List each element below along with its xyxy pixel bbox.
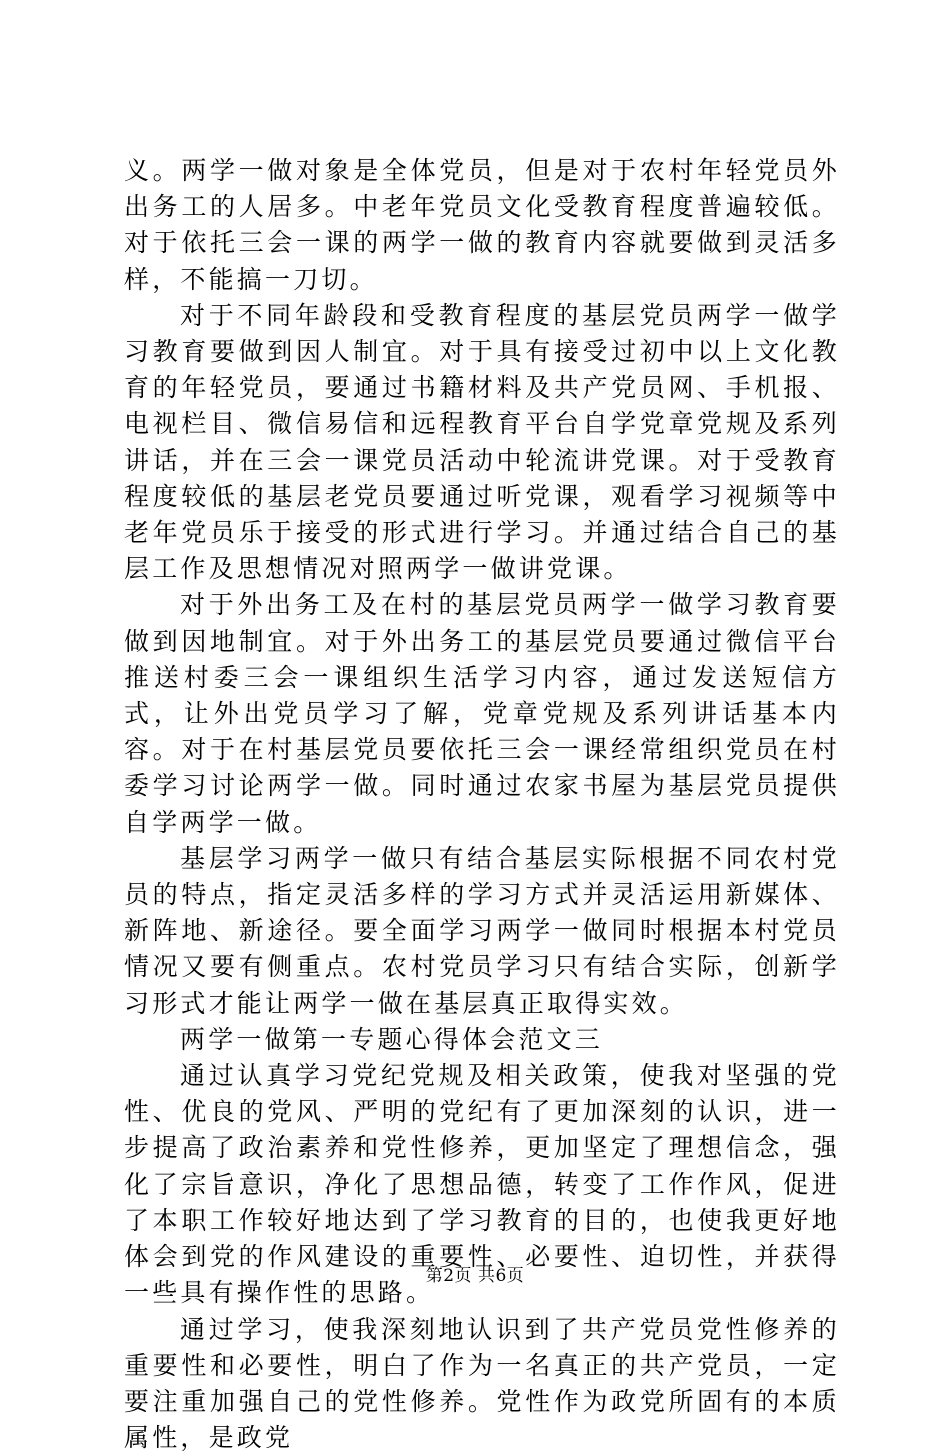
paragraph-5: 通过认真学习党纪党规及相关政策，使我对坚强的党性、优良的党风、严明的党纪有了更加深刻的认识，进一步提高了政治素养和党性修养，更加坚定了理想信念，强化了宗旨意识，净化了思想品德，转变了工作作风，促进了本职工作较好地达到了学习教育的目的，也使我更好地体会到党的作风建设的重要性、必要性、迫切性，并获得一些具有操作性的思路。 [124, 1058, 840, 1311]
paragraph-6: 通过学习，使我深刻地认识到了共产党员党性修养的重要性和必要性，明白了作为一名真正的共产党员，一定要注重加强自己的党性修养。党性作为政党所固有的本质属性，是政党 [124, 1312, 840, 1456]
paragraph-2: 对于不同年龄段和受教育程度的基层党员两学一做学习教育要做到因人制宜。对于具有接受过初中以上文化教育的年轻党员，要通过书籍材料及共产党员网、手机报、电视栏目、微信易信和远程教育平台自学党章党规及系列讲话，并在三会一课党员活动中轮流讲党课。对于受教育程度较低的基层老党员要通过听党课，观看学习视频等中老年党员乐于接受的形式进行学习。并通过结合自己的基层工作及思想情况对照两学一做讲党课。 [124, 298, 840, 588]
document-body [124, 153, 840, 1456]
paragraph-1: 义。两学一做对象是全体党员，但是对于农村年轻党员外出务工的人居多。中老年党员文化受教育程度普遍较低。对于依托三会一课的两学一做的教育内容就要做到灵活多样，不能搞一刀切。 [124, 153, 840, 298]
paragraph-3: 对于外出务工及在村的基层党员两学一做学习教育要做到因地制宜。对于外出务工的基层党员要通过微信平台推送村委三会一课组织生活学习内容，通过发送短信方式，让外出党员学习了解，党章党规及系列讲话基本内容。对于在村基层党员要依托三会一课经常组织党员在村委学习讨论两学一做。同时通过农家书屋为基层党员提供自学两学一做。 [124, 587, 840, 840]
page-footer: 第2页 共6页 [0, 1265, 950, 1287]
section-heading: 两学一做第一专题心得体会范文三 [124, 1022, 840, 1058]
paragraph-4: 基层学习两学一做只有结合基层实际根据不同农村党员的特点，指定灵活多样的学习方式并灵活运用新媒体、新阵地、新途径。要全面学习两学一做同时根据本村党员情况又要有侧重点。农村党员学习只有结合实际，创新学习形式才能让两学一做在基层真正取得实效。 [124, 841, 840, 1022]
